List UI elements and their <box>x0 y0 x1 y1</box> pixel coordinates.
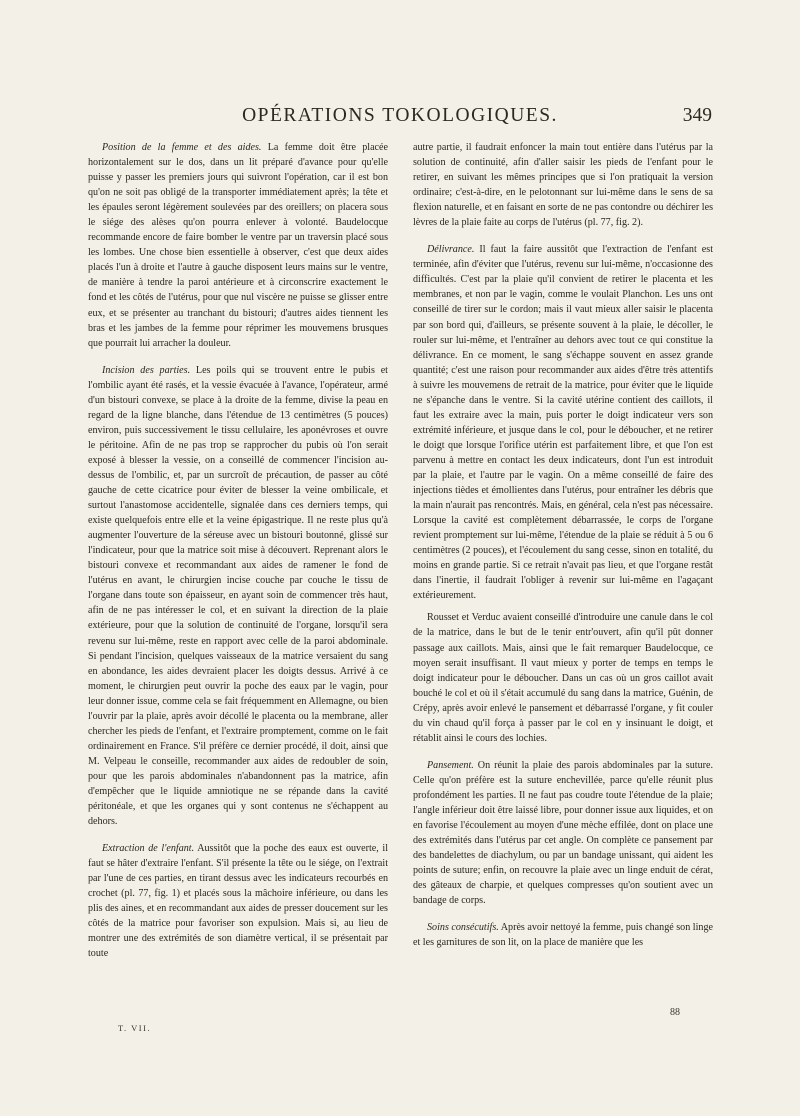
paragraph-soins <box>413 920 713 950</box>
paragraph-text: Rousset et Verduc avaient conseillé d'introduire une canule dans le col de la matrice, dans le but de le tenir entr'ouvert, afin qu'il pût donner passage aux caillots. Mais, ainsi que le fait remarquer Baudelocque, ce moyen serait insuffisant. Il vaut mieux y porter de temps en temps le doigt indicateur pour le déboucher. Dans un cas où un gros caillot avait bouché le col et où il s'était accumulé du sang dans la matrice, Guénin, de Crépy, après avoir enlevé le pansement et débarrassé l'organe, y fit couler du vin chaud qu'il força à passer par le col en y insinuant le doigt, et rétablit ainsi le cours des lochies. <box>413 612 713 744</box>
paragraph-text: Les poils qui se trouvent entre le pubis et l'ombilic ayant été rasés, et la vessie évacuée à l'avance, l'opérateur, armé d'un bistouri convexe, se place à la droite de la femme, divise la peau en regard de la ligne blanche, dans l'étendue de 13 centimètres (5 pouces) environ, puis successivement le tissu cellulaire, les aponévroses et ouvre le péritoine. Afin de ne pas trop se rapprocher du pubis où l'on serait exposé à blesser la vessie, on a conseillé de commencer l'incision au-dessus de l'ombilic, et, par un surcroît de précaution, de passer au côté gauche de cette cicatrice pour éviter de blesser la veine ombilicale, et surtout l'anastomose accidentelle, signalée dans ces derniers temps, qui existe quelquefois entre elle et la veine épigastrique. Il ne reste plus qu'à augmenter l'ouverture de la séreuse avec un bistouri boutonné, glissé sur l'indicateur, pour que la matrice soit mise à découvert. Reprenant alors le bistouri convexe et recommandant aux aides de ramener le fond de l'utérus en avant, le chirurgien incise couche par couche le tissu de l'organe dans toute son épaisseur, en ayant soin de commencer très haut, afin de ne pas intéresser le col, et en suivant la direction de la plaie extérieure, pour que la solution de continuité de l'organe, lorsqu'il sera revenu sur lui-même, reste en rapport avec celle de la paroi abdominale. Si pendant l'incision, quelques vaisseaux de la matrice versaient du sang en abondance, les aides devraient placer les doigts dessus. Arrivé à ce moment, le chirurgien peut ouvrir la poche des eaux par le vagin, pour leur donner issue, comme cela se fait fréquemment en Allemagne, ou bien l'ouvrir par la plaie, après avoir décollé le placenta ou la membrane, aller chercher les pieds de l'enfant, et l'extraire promptement, comme on le fait ordinairement en France. S'il préfère ce dernier procédé, il doit, ainsi que M. Velpeau le conseille, recommander aux aides de redoubler de soin, pour que les parois abdominales n'abandonnent pas la matrice, afin d'empêcher que le liquide amniotique ne se répande dans la cavité péritonéale, et que les organes qui y sont contenus ne s'échappent au dehors. <box>88 364 388 828</box>
folio-number: 88 <box>670 1007 680 1018</box>
paragraph-rousset <box>413 610 713 745</box>
paragraph-text: La femme doit être placée horizontalement sur le dos, dans un lit préparé d'avance pour qu'elle puisse y passer les premiers jours qui suivront l'opération, car il est bon qu'on ne soit pas obligé de la transporter immédiatement après; la tête et les épaules seront légèrement soulevées par des oreillers; on placera sous le siége des alèses qu'on pourra enlever à volonté. Baudelocque recommande encore de faire bomber le ventre par un traversin placé sous les lombes. Une chose bien essentielle à observer, c'est que deux aides placés l'un à droite et l'autre à gauche disposent leurs mains sur le ventre, de manière à tendre la paroi antérieure et à circonscrire exactement le fond et les côtés de l'utérus, pour que nul viscère ne puisse se glisser entre eux, et se présenter au tranchant du bistouri; d'autres aides tiennent les bras et les jambes de la femme pour réprimer les mouvemens brusques que pourrait lui arracher la douleur. <box>88 142 388 349</box>
paragraph-text: On réunit la plaie des parois abdominales par la suture. Celle qu'on préfère est la suture enchevillée, parce qu'elle réunit plus profondément les parties. Il ne faut pas coudre toute l'étendue de la plaie; l'angle inférieur doit être laissé libre, pour donner issue aux liquides, et on en favorise l'écoulement au moyen d'une mèche effilée, dont on place une des extrémités dans l'utérus par cet angle. On complète ce pansement par des bandelettes de diachylum, ou par un bandage unissant, qui aident les points de suture; enfin, on recouvre la plaie avec un linge enduit de cérat, des gâteaux de charpie, et quelques compresses qu'on soutient avec un bandage de corps. <box>413 759 713 907</box>
section-title: Position de la femme et des aides. <box>102 142 262 153</box>
paragraph-position <box>88 140 388 351</box>
right-column <box>413 140 713 957</box>
section-title: Délivrance. <box>427 244 475 256</box>
left-column <box>88 140 388 968</box>
section-title: Extraction de l'enfant. <box>102 843 195 855</box>
paragraph-text: Aussitôt que la poche des eaux est ouverte, il faut se hâter d'extraire l'enfant. S'il présente la tête ou le siége, on l'extrait par l'une de ces parties, en tirant dessus avec les indicateurs recourbés en crochet (pl. 77, fig. 1) et placés sous la mâchoire inférieure, ou dans les plis des aines, et en recommandant aux aides de presser doucement sur les côtés de la matrice pour favoriser son expulsion. Mais si, au lieu de montrer une des extrémités de son diamètre vertical, il se présentait par toute <box>88 843 388 960</box>
paragraph-incision <box>88 363 388 829</box>
paragraph-continuation <box>413 140 713 230</box>
paragraph-text: autre partie, il faudrait enfoncer la main tout entière dans l'utérus par la solution de continuité, afin d'aller saisir les pieds de l'enfant pour le retirer, en suivant les mêmes principes que si l'on pratiquait la version ordinaire; c'est-à-dire, en le pelotonnant sur lui-même dans le sens de sa flexion naturelle, et en faisant en sorte de ne pas contondre ou déchirer les lèvres de la plaie faite au corps de l'utérus (pl. 77, fig. 2). <box>413 142 713 229</box>
paragraph-pansement <box>413 758 713 908</box>
section-title: Soins consécutifs. <box>427 922 499 934</box>
section-title: Pansement. <box>427 759 474 771</box>
paragraph-text: Après avoir nettoyé la femme, puis changé son linge et les garnitures de son lit, on la place de manière que les <box>413 922 713 949</box>
page-number: 349 <box>682 105 712 126</box>
paragraph-extraction <box>88 841 388 961</box>
page-header <box>88 105 712 135</box>
signature-mark: T. VII. <box>118 1023 152 1033</box>
paragraph-delivrance <box>413 242 713 603</box>
section-title: Incision des parties. <box>102 364 191 376</box>
running-title: OPÉRATIONS TOKOLOGIQUES. <box>242 105 558 126</box>
paragraph-text: Il faut la faire aussitôt que l'extraction de l'enfant est terminée, afin d'éviter que l'utérus, revenu sur lui-même, n'occasionne des difficultés. C'est par la plaie qu'il convient de retirer le placenta et les membranes, et non par le vagin, comme le voulait Planchon. Les uns ont conseillé de tirer sur le cordon; mais il vaut mieux aller saisir le placenta par son bord qui, d'ailleurs, se présente souvent à la plaie, le décoller, le rouler sur lui-même, et l'entraîner au dehors avec tout ce qui constitue la délivrance. En ce moment, le sang s'échappe souvent en assez grande quantité; c'est une raison pour recommander aux aides d'être très attentifs à suivre les mouvemens de retrait de la matrice, pour éviter que le liquide ne s'épanche dans le ventre. Si la cavité utérine contient des caillots, il faut les extraire avec la main, puis porter le doigt indicateur vers son extrémité inférieure, et jusque dans le col, pour le déboucher, et ne retirer le doigt que lorsque l'orifice utérin est parfaitement libre, et que l'on est parvenu à mettre en contact les deux indicateurs, dont l'un est introduit par la plaie, et l'autre par le vagin. On a même conseillé de faire des injections tièdes et émollientes dans l'utérus, pour entraîner les débris que la main n'aurait pas rencontrés. Mais, en général, cela n'est pas nécessaire. Lorsque la cavité est complètement débarrassée, le corps de l'organe revient promptement sur lui-même, l'étendue de la plaie se réduit à 5 ou 6 centimètres (2 pouces), et l'écoulement du sang cesse, sinon en totalité, du moins en grande partie. Si ce retrait n'avait pas lieu, et que l'organe restât dans l'inertie, il faudrait l'obliger à revenir sur lui-même en l'agaçant extérieurement. <box>413 244 713 602</box>
